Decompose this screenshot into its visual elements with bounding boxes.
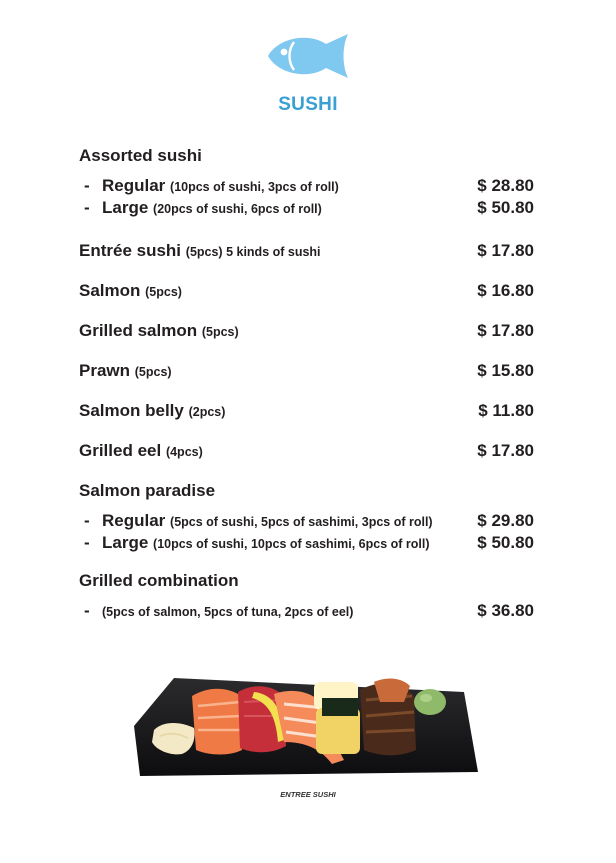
option-label: Large (20pcs of sushi, 6pcs of roll) [102, 198, 322, 217]
item-price: $ 17.80 [477, 321, 534, 340]
fish-icon [264, 32, 352, 80]
option-note: (20pcs of sushi, 6pcs of roll) [153, 202, 322, 216]
menu-item-entree-sushi [79, 241, 534, 263]
page-title: SUSHI [278, 94, 338, 115]
item-price: $ 16.80 [477, 281, 534, 300]
menu-item-salmon-belly [79, 401, 534, 423]
menu-item-grilled-salmon [79, 321, 534, 343]
item-price: $ 15.80 [477, 361, 534, 380]
menu-option-paradise-large [84, 533, 534, 555]
item-name: Entrée sushi (5pcs) 5 kinds of sushi [79, 241, 321, 260]
option-note: (5pcs of sushi, 5pcs of sashimi, 3pcs of roll) [170, 515, 433, 529]
option-price: $ 36.80 [477, 601, 534, 620]
option-label: Regular (5pcs of sushi, 5pcs of sashimi, 3pcs of roll) [102, 511, 433, 530]
item-note: (4pcs) [165, 445, 203, 459]
item-price: $ 11.80 [478, 401, 534, 420]
option-note: (5pcs of salmon, 5pcs of tuna, 2pcs of eel) [102, 605, 354, 619]
option-price: $ 29.80 [477, 511, 534, 530]
menu-option-combination [84, 601, 534, 623]
item-price: $ 17.80 [477, 441, 534, 460]
item-name: Assorted sushi [79, 146, 202, 165]
option-note: (10pcs of sushi, 3pcs of roll) [170, 180, 339, 194]
item-price: $ 17.80 [477, 241, 534, 260]
item-name: Salmon (5pcs) [79, 281, 182, 300]
option-price: $ 28.80 [477, 176, 534, 195]
option-label [102, 601, 353, 621]
bullet-dash: - [84, 198, 90, 217]
menu-item-grilled-eel [79, 441, 534, 463]
option-label: Regular (10pcs of sushi, 3pcs of roll) [102, 176, 339, 195]
menu-item-assorted-sushi [79, 146, 534, 168]
photo-caption: ENTREE SUSHI [280, 790, 336, 799]
menu-option-assorted-regular [84, 176, 534, 198]
menu-item-salmon-paradise [79, 481, 534, 503]
item-name: Prawn (5pcs) [79, 361, 172, 380]
menu-option-assorted-large [84, 198, 534, 220]
item-note: (2pcs) [188, 405, 226, 419]
bullet-dash: - [84, 176, 90, 195]
item-name: Salmon belly (2pcs) [79, 401, 226, 420]
option-price: $ 50.80 [477, 533, 534, 552]
item-name: Salmon paradise [79, 481, 216, 500]
item-name: Grilled combination [79, 571, 239, 590]
item-note: (5pcs) [145, 285, 182, 299]
item-note: (5pcs) [201, 325, 239, 339]
menu-item-salmon [79, 281, 534, 303]
menu-option-paradise-regular [84, 511, 534, 533]
bullet-dash: - [84, 533, 90, 552]
option-price: $ 50.80 [477, 198, 534, 217]
option-label: Large (10pcs of sushi, 10pcs of sashimi, 6pcs of roll) [102, 533, 430, 552]
bullet-dash: - [84, 511, 90, 530]
menu-item-grilled-combination [79, 571, 534, 593]
bullet-dash: - [84, 601, 90, 620]
item-name: Grilled eel (4pcs) [79, 441, 203, 460]
menu-item-prawn [79, 361, 534, 383]
item-name: Grilled salmon (5pcs) [79, 321, 239, 340]
item-note: (5pcs) [134, 365, 172, 379]
sushi-plate-photo [134, 672, 484, 784]
item-note: (5pcs) 5 kinds of sushi [185, 245, 321, 259]
option-note: (10pcs of sushi, 10pcs of sashimi, 6pcs of roll) [153, 537, 430, 551]
